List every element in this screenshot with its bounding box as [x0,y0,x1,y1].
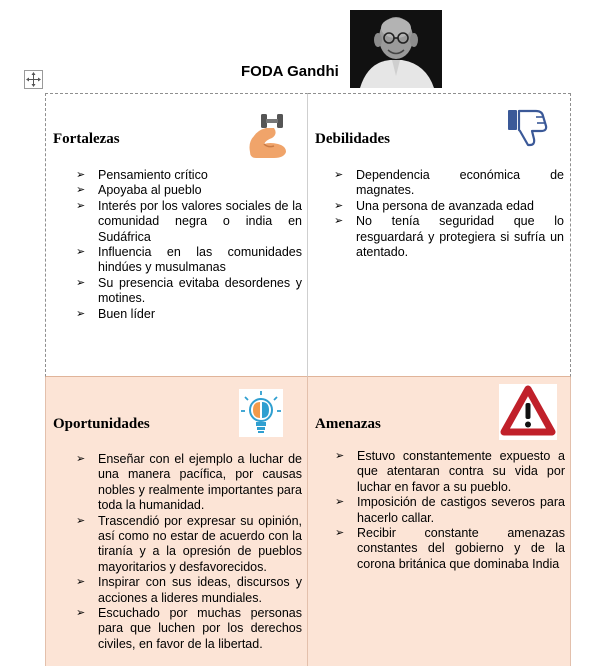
strengths-list [74,168,302,322]
opportunities-list [74,452,302,652]
arrow-bullet-icon: ➢ [334,169,344,181]
arrow-bullet-icon: ➢ [334,215,344,228]
list-item: ➢ Pensamiento crítico [76,168,208,182]
arrow-bullet-icon: ➢ [76,607,86,620]
opportunities-cell [45,377,308,666]
opportunities-heading: Oportunidades [53,416,150,432]
move-arrows-icon [25,71,42,88]
arrow-bullet-icon: ➢ [76,184,86,197]
list-item: ➢ Dependencia económica de magnates. [334,168,564,198]
arrow-bullet-icon: ➢ [76,514,86,527]
strengths-cell [45,93,308,377]
list-item: ➢ Su presencia evitaba desordenes y motines. [76,275,302,306]
list-item: ➢ Buen líder [76,306,155,321]
thumbs-down-icon [506,108,550,153]
list-item: ➢ Una persona de avanzada edad [334,198,534,213]
threats-list [333,449,565,572]
arrow-bullet-icon: ➢ [76,307,86,320]
list-item: ➢ Escuchado por muchas personas para que luchen por los derechos civiles, en favor de la libertad. [76,606,302,651]
arrow-bullet-icon: ➢ [76,453,86,465]
weaknesses-cell [308,93,571,377]
arrow-bullet-icon: ➢ [76,576,86,589]
document-title: FODA Gandhi [241,63,339,80]
list-item: ➢ Apoyaba al pueblo [76,183,202,198]
lightbulb-brain-icon [239,389,283,442]
list-item: ➢ Influencia en las comunidades hindúes y musulmanas [76,245,302,275]
list-item: ➢ Trascendió por expresar su opinión, así como no estar de acuerdo con la tiranía y a la opresión de pueblos mayoritarios y desfavorecidos. [76,513,302,574]
list-item: ➢ Interés por los valores sociales de la comunidad negra o india en Sudáfrica [76,198,302,244]
list-item: ➢ Estuvo constantemente expuesto a que atentaran contra su vida por luchar en favor a su pueblo. [335,449,565,494]
gandhi-portrait [350,10,442,88]
list-item: ➢ Inspirar con sus ideas, discursos y acciones a lideres mundiales. [76,575,302,605]
threats-cell [308,377,571,666]
list-item: ➢ Enseñar con el ejemplo a luchar de una manera pacífica, por causas nobles y realmente importantes para toda la humanidad. [76,452,302,513]
arrow-bullet-icon: ➢ [76,199,86,212]
list-item: ➢ Recibir constante amenazas constantes del gobierno y de la corona británica que dominaba India [335,526,565,571]
list-item: ➢ No tenía seguridad que lo resguardará y protegiera si sufría un atentado. [334,214,564,260]
arrow-bullet-icon: ➢ [335,450,345,462]
table-move-handle[interactable] [24,70,43,89]
swot-table [45,93,571,666]
arrow-bullet-icon: ➢ [334,199,344,212]
weaknesses-heading: Debilidades [315,131,391,147]
weaknesses-list [332,168,564,260]
arrow-bullet-icon: ➢ [335,527,345,540]
warning-triangle-icon [499,384,557,445]
strengths-heading: Fortalezas [53,131,120,147]
arrow-bullet-icon: ➢ [76,169,86,181]
arrow-bullet-icon: ➢ [76,246,86,259]
arrow-bullet-icon: ➢ [335,496,345,509]
flexed-arm-dumbbell-icon [244,112,290,165]
arrow-bullet-icon: ➢ [76,276,86,289]
threats-heading: Amenazas [315,416,381,432]
list-item: ➢ Imposición de castigos severos para hacerlo callar. [335,495,565,525]
